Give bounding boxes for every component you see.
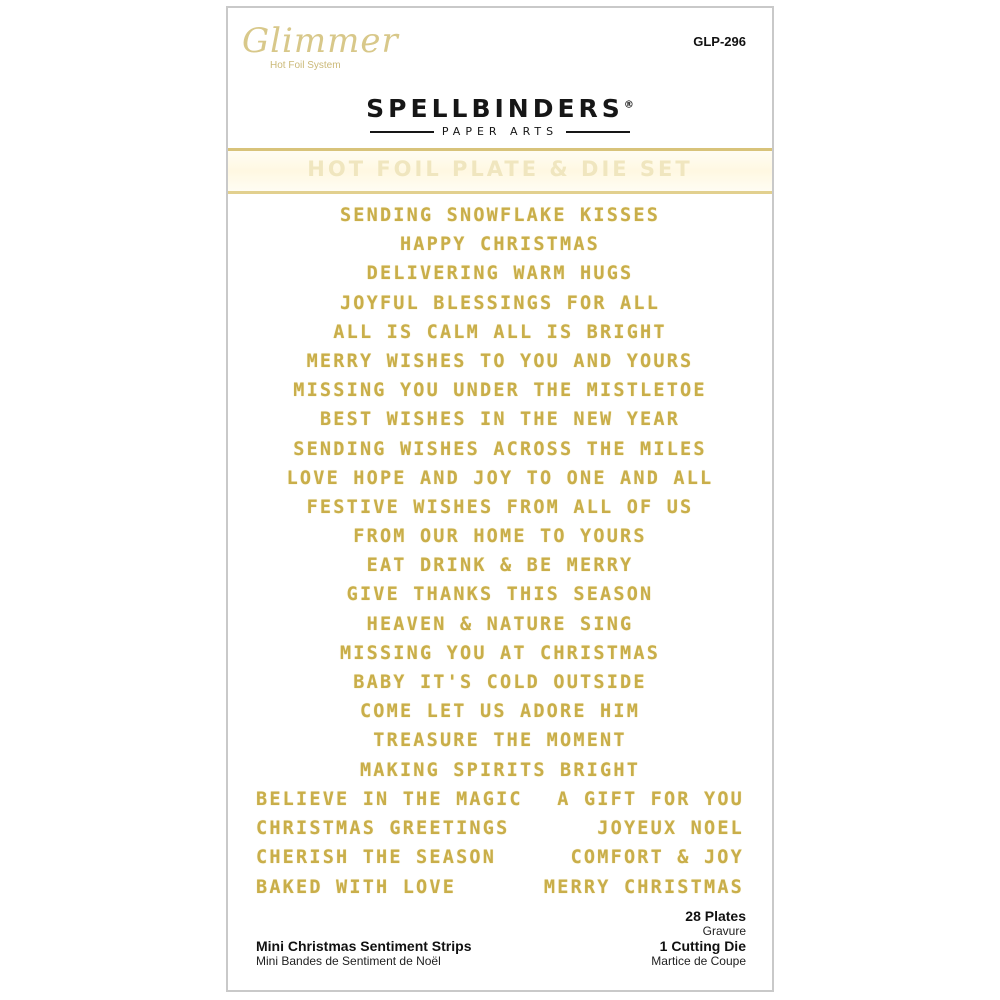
sentiment-line: HEAVEN & NATURE SING bbox=[366, 613, 634, 635]
sentiment-line: FESTIVE WISHES FROM ALL OF US bbox=[306, 496, 694, 518]
plates-count: 28 Plates bbox=[685, 908, 746, 924]
contents-block bbox=[651, 908, 746, 968]
sentiment-pair-row bbox=[228, 814, 772, 843]
product-sku: GLP-296 bbox=[693, 34, 746, 49]
sentiment-line: GIVE THANKS THIS SEASON bbox=[346, 584, 654, 606]
sentiment-right: JOYEUX NOEL bbox=[597, 818, 744, 840]
brand-name: SPELLBINDERS® bbox=[366, 94, 634, 123]
registered-mark: ® bbox=[623, 99, 634, 111]
sentiment-line: HAPPY CHRISTMAS bbox=[399, 234, 601, 256]
die-subtitle: Martice de Coupe bbox=[651, 954, 746, 968]
product-name: Mini Christmas Sentiment Strips bbox=[256, 938, 472, 954]
product-card bbox=[226, 6, 774, 992]
band-title: HOT FOIL PLATE & DIE SET bbox=[307, 157, 693, 181]
sentiment-pair-row bbox=[228, 785, 772, 814]
product-name-french: Mini Bandes de Sentiment de Noël bbox=[256, 954, 441, 968]
sentiment-line: MERRY WISHES TO YOU AND YOURS bbox=[306, 350, 694, 372]
sentiment-left: CHERISH THE SEASON bbox=[256, 847, 497, 869]
sentiment-line: JOYFUL BLESSINGS FOR ALL bbox=[339, 292, 661, 314]
sentiment-line: TREASURE THE MOMENT bbox=[373, 730, 627, 752]
brand-rule-left bbox=[370, 131, 434, 133]
die-count: 1 Cutting Die bbox=[659, 938, 746, 954]
plates-subtitle: Gravure bbox=[702, 924, 746, 938]
sentiment-line: DELIVERING WARM HUGS bbox=[366, 263, 634, 285]
sentiment-line: BABY IT'S COLD OUTSIDE bbox=[353, 672, 647, 693]
sentiment-left: CHRISTMAS GREETINGS bbox=[256, 818, 510, 840]
sentiment-line: EAT DRINK & BE MERRY bbox=[366, 555, 634, 577]
brand-rule-right bbox=[566, 131, 630, 133]
brand-subname: PAPER ARTS bbox=[441, 125, 559, 138]
sentiment-line: COME LET US ADORE HIM bbox=[359, 701, 641, 723]
title-band bbox=[228, 148, 772, 194]
sentiment-left: BELIEVE IN THE MAGIC bbox=[256, 789, 523, 810]
sentiment-right: MERRY CHRISTMAS bbox=[543, 876, 744, 898]
sentiment-line: FROM OUR HOME TO YOURS bbox=[353, 526, 647, 548]
sentiment-line: SENDING WISHES ACROSS THE MILES bbox=[293, 438, 707, 460]
sentiment-pair-row bbox=[228, 843, 772, 872]
sentiment-line: ALL IS CALM ALL IS BRIGHT bbox=[333, 321, 667, 343]
sentiment-line: SENDING SNOWFLAKE KISSES bbox=[339, 205, 661, 226]
product-footer bbox=[256, 888, 746, 968]
glimmer-logo bbox=[242, 21, 402, 94]
sentiment-left: BAKED WITH LOVE bbox=[256, 876, 457, 898]
sentiment-right: COMFORT & JOY bbox=[570, 847, 744, 869]
sentiment-line: MISSING YOU UNDER THE MISTLETOE bbox=[293, 380, 707, 402]
sentiment-line: MAKING SPIRITS BRIGHT bbox=[359, 759, 641, 781]
sentiment-pairs bbox=[228, 785, 772, 902]
product-name-block bbox=[256, 938, 471, 968]
brand-subline bbox=[228, 125, 772, 138]
sentiment-line: LOVE HOPE AND JOY TO ONE AND ALL bbox=[286, 467, 714, 489]
sentiment-list bbox=[228, 201, 772, 785]
sentiment-line: BEST WISHES IN THE NEW YEAR bbox=[319, 409, 681, 431]
brand-logo bbox=[228, 94, 772, 138]
glimmer-logo-script: Glimmer bbox=[242, 21, 399, 61]
sentiment-right: A GIFT FOR YOU bbox=[557, 789, 744, 810]
sentiment-line: MISSING YOU AT CHRISTMAS bbox=[339, 642, 661, 664]
glimmer-logo-subtitle: Hot Foil System bbox=[270, 60, 341, 71]
